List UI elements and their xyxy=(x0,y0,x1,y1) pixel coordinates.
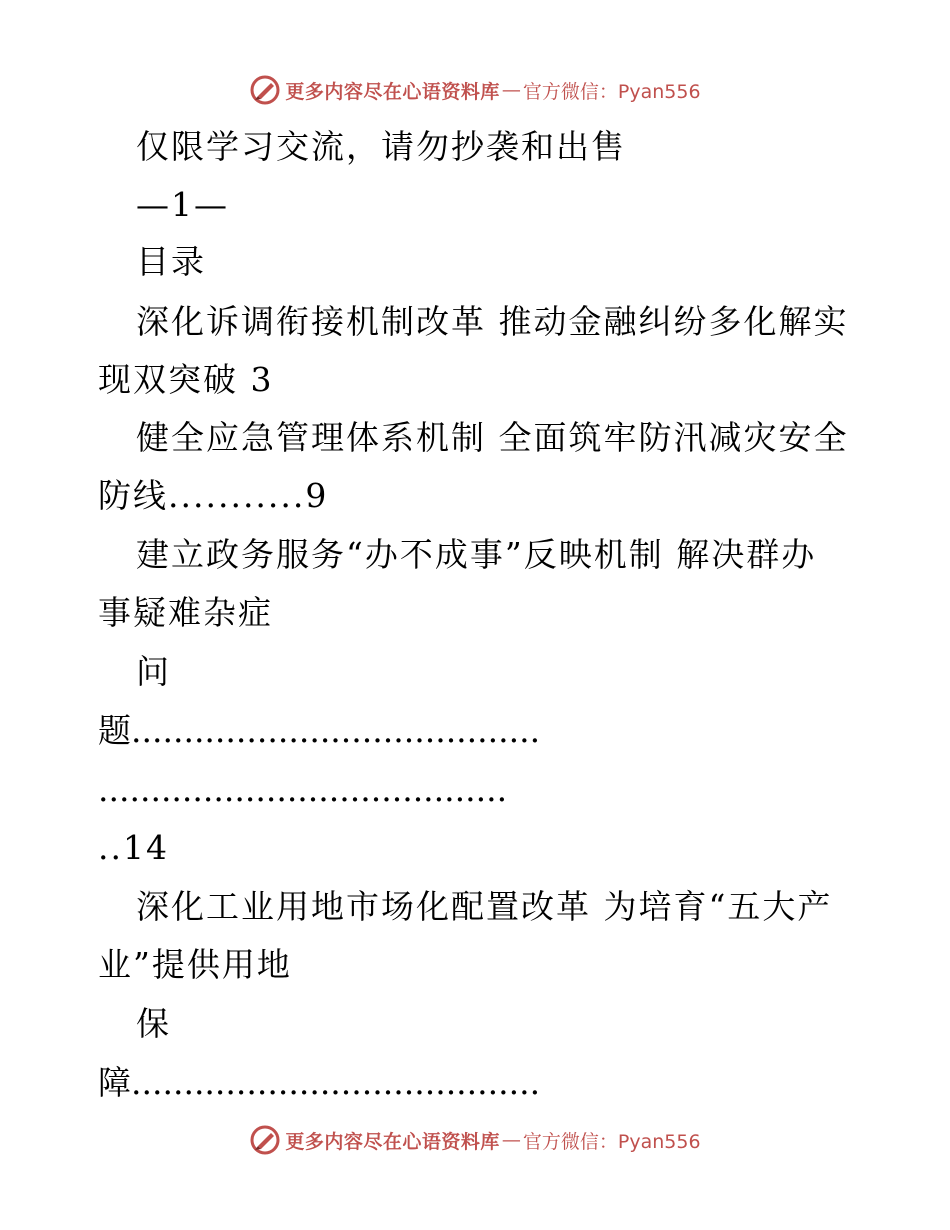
page-marker: —1— xyxy=(136,185,229,224)
watermark-brand: 更多内容尽在心语资料库 xyxy=(285,80,500,103)
toc-entry-3-leader-dots-2: ....................................... xyxy=(98,770,508,809)
toc-entry-2-line-1: 健全应急管理体系机制 全面筑牢防汛减灾安全 xyxy=(136,418,849,457)
toc-entry-3-line-2: 事疑难杂症 xyxy=(98,593,273,632)
watermark-contact: 官方微信：Pyan556 xyxy=(522,80,701,103)
toc-entry-1-line-2: 现双突破 3 xyxy=(98,360,274,399)
toc-entry-2-line-2: 防线...........9 xyxy=(98,476,329,515)
toc-entry-4-line-2: 业”提供用地 xyxy=(98,945,292,984)
toc-entry-4-leader-dots: ....................................... xyxy=(131,1063,541,1102)
footer-watermark xyxy=(0,1120,950,1160)
toc-title: 目录 xyxy=(136,242,206,281)
watermark-brand: 更多内容尽在心语资料库 xyxy=(285,1130,500,1153)
toc-entry-1-line-1: 深化诉调衔接机制改革 推动金融纠纷多化解实 xyxy=(136,302,849,341)
toc-entry-3-line-4: 题 xyxy=(98,711,133,750)
watermark-separator: — xyxy=(501,1129,521,1151)
toc-entry-3-page-number: ..14 xyxy=(98,828,169,867)
logo-icon xyxy=(249,74,281,106)
logo-icon xyxy=(249,1124,281,1156)
watermark-separator: — xyxy=(501,79,521,101)
toc-entry-3-line-1: 建立政务服务“办不成事”反映机制 解决群办 xyxy=(136,535,817,574)
toc-entry-3-line-3: 问 xyxy=(136,652,171,691)
toc-entry-4-line-3: 保 xyxy=(136,1004,171,1043)
toc-entry-4-line-1: 深化工业用地市场化配置改革 为培育“五大产 xyxy=(136,887,833,926)
header-watermark xyxy=(0,70,950,110)
watermark-contact: 官方微信：Pyan556 xyxy=(522,1130,701,1153)
notice-text: 仅限学习交流，请勿抄袭和出售 xyxy=(136,127,626,166)
toc-entry-4-line-4: 障 xyxy=(98,1063,133,1102)
toc-entry-3-leader-dots-1: ....................................... xyxy=(131,711,541,750)
